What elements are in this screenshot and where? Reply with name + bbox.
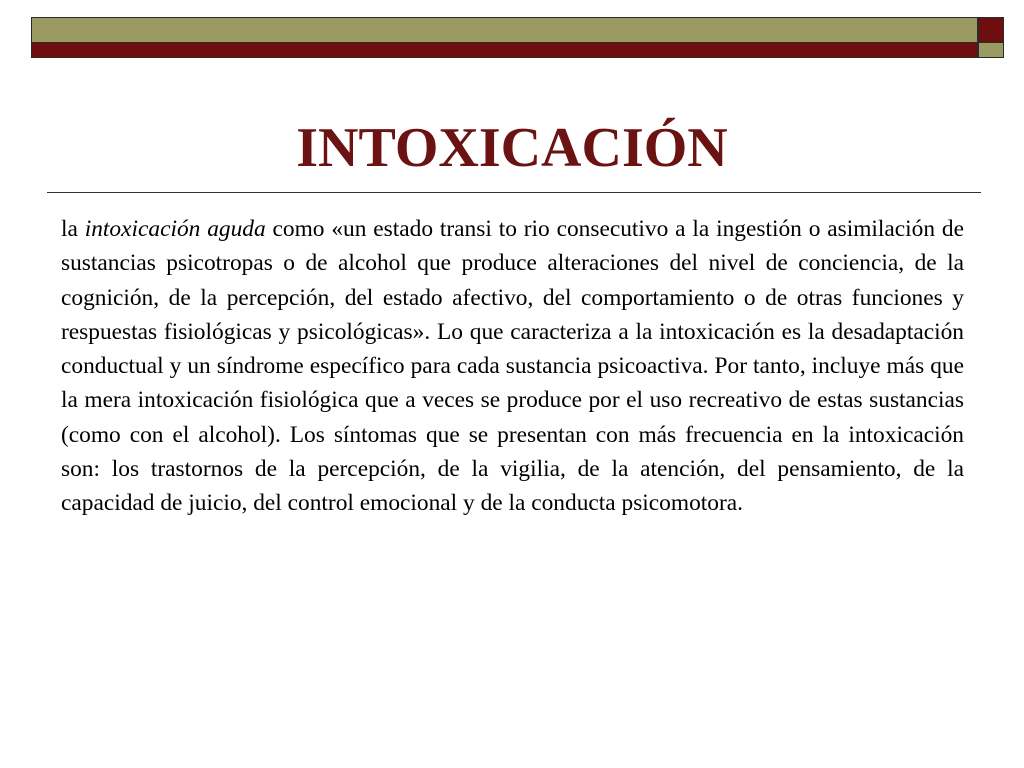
slide-title: INTOXICACIÓN <box>296 117 728 179</box>
slide-body-paragraph <box>61 212 964 521</box>
paragraph-lead: la <box>61 216 85 242</box>
header-band-maroon <box>31 42 978 58</box>
header-corner-block-maroon <box>978 17 1004 43</box>
header-corner-block-olive <box>978 42 1004 58</box>
paragraph-rest: como «un estado transi to rio consecutivo a la ingestión o asimilación de sustancias psicotropas o de alcohol que produce alteraciones del nivel de conciencia, de la cognición, de la percepción, del estado afectivo, del comportamiento o de otras funciones y respuestas fisiológicas y psicológicas». Lo que caracteriza a la intoxicación es la desadaptación conductual y un síndrome específico para cada sustancia psicoactiva. Por tanto, incluye más que la mera intoxicación fisiológica que a veces se produce por el uso recreativo de estas sustancias (como con el alcohol). Los síntomas que se presentan con más frecuencia en la intoxicación son: los trastornos de la percepción, de la vigilia, de la atención, del pensamiento, de la capacidad de juicio, del control emocional y de la conducta psicomotora. <box>61 216 964 517</box>
paragraph-emphasis: intoxicación aguda <box>84 216 266 242</box>
title-divider <box>47 192 981 193</box>
header-band-olive <box>31 17 978 43</box>
